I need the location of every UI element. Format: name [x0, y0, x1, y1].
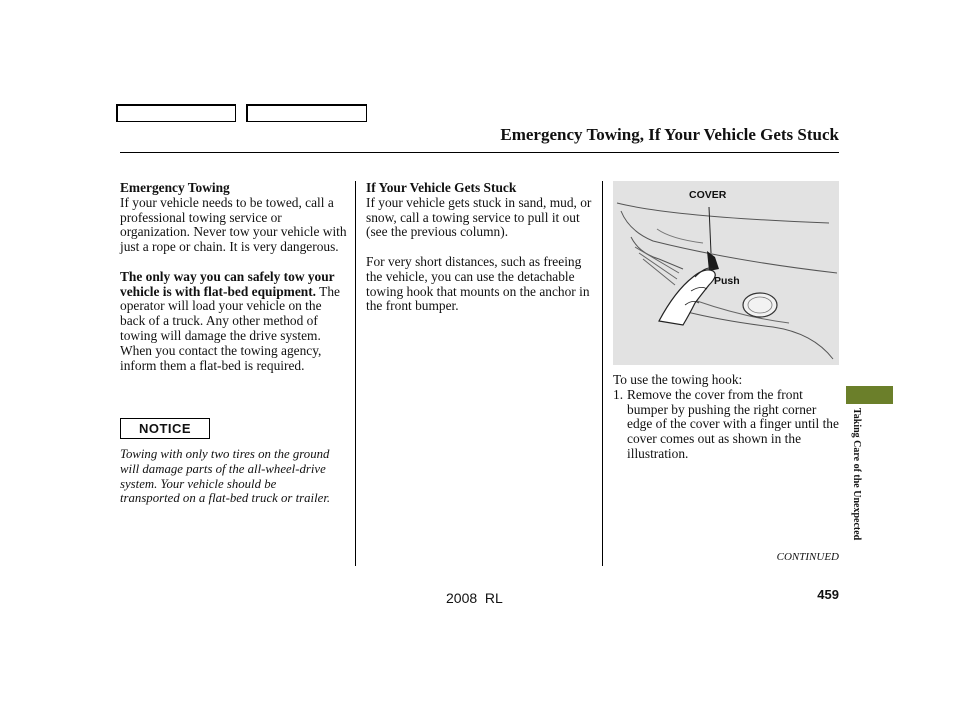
nav-button-2[interactable] — [246, 104, 367, 122]
column-divider-1 — [355, 181, 356, 566]
notice-badge: NOTICE — [120, 418, 210, 439]
stuck-paragraph-1: If your vehicle gets stuck in sand, mud, or snow, call a towing service to pull it out (see the previous column). — [366, 194, 592, 240]
emergency-towing-heading: Emergency Towing — [120, 180, 230, 195]
section-label: Taking Care of the Unexpected — [851, 408, 862, 541]
page-number: 459 — [817, 587, 839, 602]
emergency-towing-paragraph: If your vehicle needs to be towed, call a professional towing service or organization. Never tow your vehicle with just a rope or chain. It is very dangerous. — [120, 194, 347, 255]
column-2 — [366, 181, 592, 314]
towing-cover-illustration — [613, 181, 839, 365]
flat-bed-lead: The only way you can safely tow your vehicle is with flat-bed equipment. — [120, 268, 335, 299]
model-label: 2008 RL — [446, 590, 503, 606]
column-divider-2 — [602, 181, 603, 566]
flat-bed-paragraph — [120, 270, 348, 374]
nav-button-1[interactable] — [116, 104, 236, 122]
stuck-heading: If Your Vehicle Gets Stuck — [366, 180, 517, 195]
stuck-paragraph-2: For very short distances, such as freeing the vehicle, you can use the detachable towing hook that mounts on the anchor in the front bumper. — [366, 253, 590, 314]
page-title: Emergency Towing, If Your Vehicle Gets Stuck — [500, 125, 839, 144]
towing-hook-intro: To use the towing hook: — [613, 372, 743, 387]
column-3-text — [613, 373, 841, 462]
step-1-text: Remove the cover from the front bumper by pushing the right corner edge of the cover with a finger until the cover comes out as shown in the illustration. — [627, 386, 839, 461]
continued-label: CONTINUED — [776, 551, 839, 563]
flat-bed-rest: The operator will load your vehicle on the back of a truck. Any other method of towing will damage the drive system. When you contact the towing agency, inform them a flat-bed is required. — [120, 283, 340, 373]
section-tab[interactable] — [846, 386, 893, 404]
step-1-number: 1. — [613, 386, 624, 402]
cover-label: COVER — [689, 189, 727, 201]
column-1 — [120, 181, 348, 373]
push-label: Push — [714, 275, 740, 287]
bumper-drawing — [613, 181, 839, 365]
step-1 — [613, 388, 841, 462]
title-rule — [120, 152, 839, 153]
notice-text: Towing with only two tires on the ground will damage parts of the all-wheel-drive system. Your vehicle should be transported on a flat-bed truck or trailer. — [120, 447, 331, 506]
